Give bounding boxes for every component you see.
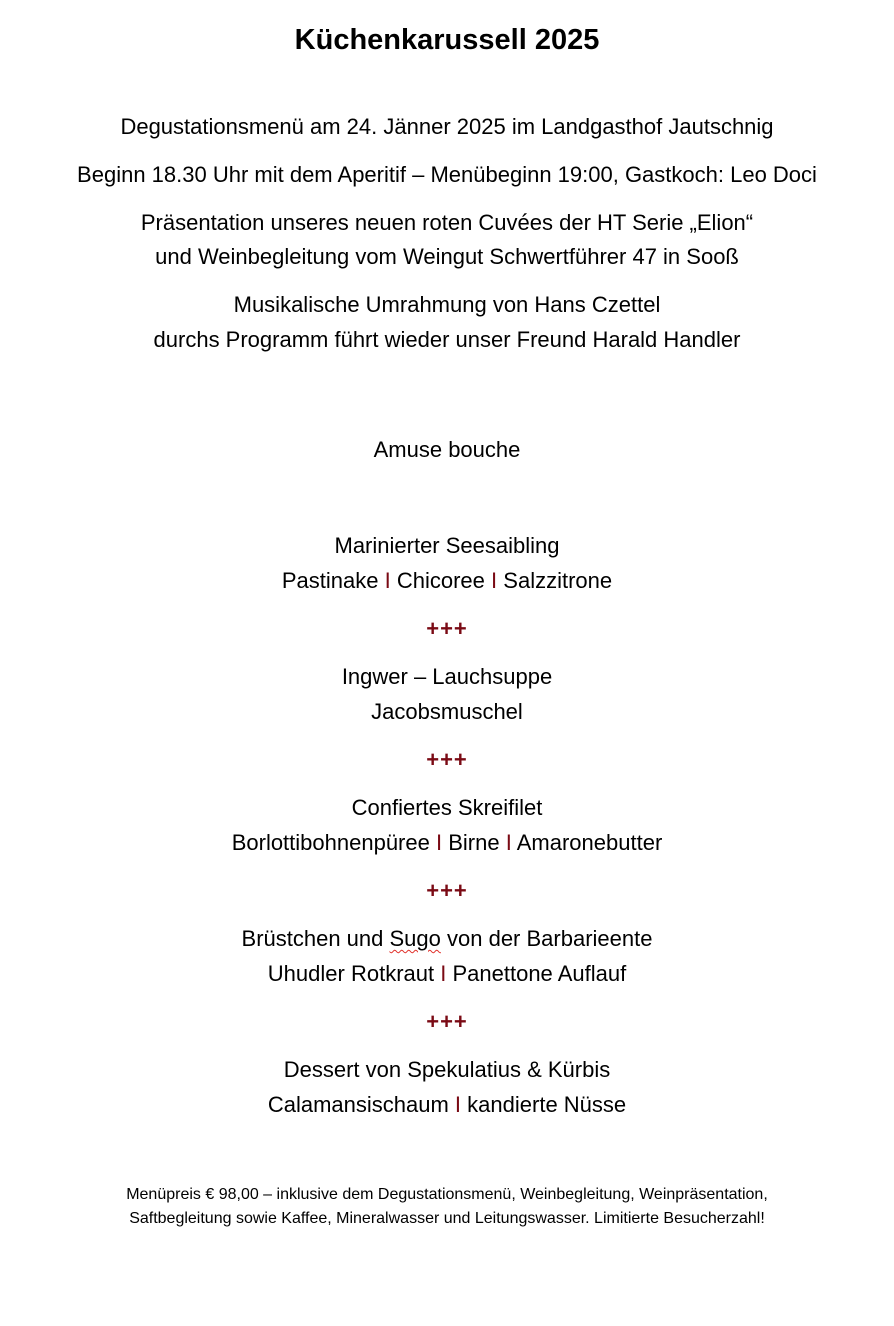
course-divider: +++ bbox=[426, 747, 468, 772]
course-1-item: Chicoree bbox=[396, 568, 485, 593]
item-separator: I bbox=[435, 830, 443, 855]
page-title: Küchenkarussell 2025 bbox=[294, 24, 600, 56]
course-4-item: Panettone Auflauf bbox=[452, 961, 627, 986]
spellcheck-flagged-word: Sugo bbox=[389, 926, 441, 951]
course-1-item: Pastinake bbox=[281, 568, 379, 593]
music-line: Musikalische Umrahmung von Hans Czettel bbox=[233, 292, 661, 317]
course-divider: +++ bbox=[426, 878, 468, 903]
course-3-item: Borlottibohnenpüree bbox=[231, 830, 430, 855]
course-4-items bbox=[0, 957, 894, 991]
item-separator: I bbox=[491, 568, 498, 593]
course-1-items bbox=[0, 564, 894, 598]
wine-presentation-line: Präsentation unseres neuen roten Cuvées der HT Serie „Elion“ bbox=[140, 210, 754, 235]
course-divider: +++ bbox=[426, 616, 468, 641]
item-separator: I bbox=[454, 1092, 462, 1117]
course-2-title: Ingwer – Lauchsuppe bbox=[341, 664, 553, 689]
course-3-item: Birne bbox=[448, 830, 500, 855]
amuse-bouche: Amuse bouche bbox=[373, 437, 521, 462]
host-line: durchs Programm führt wieder unser Freund Harald Handler bbox=[153, 327, 741, 352]
course-2-subtitle: Jacobsmuschel bbox=[371, 699, 523, 724]
course-3-items bbox=[0, 826, 894, 860]
course-5-item: kandierte Nüsse bbox=[467, 1092, 627, 1117]
course-4-title-pre: Brüstchen und bbox=[241, 926, 390, 951]
price-info-line-2: Saftbegleitung sowie Kaffee, Mineralwasser und Leitungswasser. Limitierte Besucherzahl! bbox=[129, 1210, 765, 1227]
course-divider: +++ bbox=[426, 1009, 468, 1034]
course-3-title: Confiertes Skreifilet bbox=[351, 795, 543, 820]
wine-pairing-line: und Weinbegleitung vom Weingut Schwertführer 47 in Sooß bbox=[155, 244, 739, 269]
item-separator: I bbox=[505, 830, 512, 855]
event-time-line: Beginn 18.30 Uhr mit dem Aperitif – Menübeginn 19:00, Gastkoch: Leo Doci bbox=[77, 162, 817, 187]
course-5-items bbox=[0, 1088, 894, 1122]
course-4-item: Uhudler Rotkraut bbox=[267, 961, 435, 986]
course-4-title bbox=[0, 922, 894, 956]
event-date-line: Degustationsmenü am 24. Jänner 2025 im Landgasthof Jautschnig bbox=[120, 114, 774, 139]
price-info-line: Menüpreis € 98,00 – inklusive dem Degustationsmenü, Weinbegleitung, Weinpräsentation, bbox=[126, 1186, 768, 1203]
course-5-title: Dessert von Spekulatius & Kürbis bbox=[283, 1057, 611, 1082]
course-3-item: Amaronebutter bbox=[516, 830, 663, 855]
course-1-title: Marinierter Seesaibling bbox=[334, 533, 560, 558]
item-separator: I bbox=[384, 568, 391, 593]
course-5-item: Calamansischaum bbox=[267, 1092, 449, 1117]
course-1-item: Salzzitrone bbox=[503, 568, 613, 593]
item-separator: I bbox=[440, 961, 447, 986]
course-4-title-post: von der Barbarieente bbox=[440, 926, 653, 951]
